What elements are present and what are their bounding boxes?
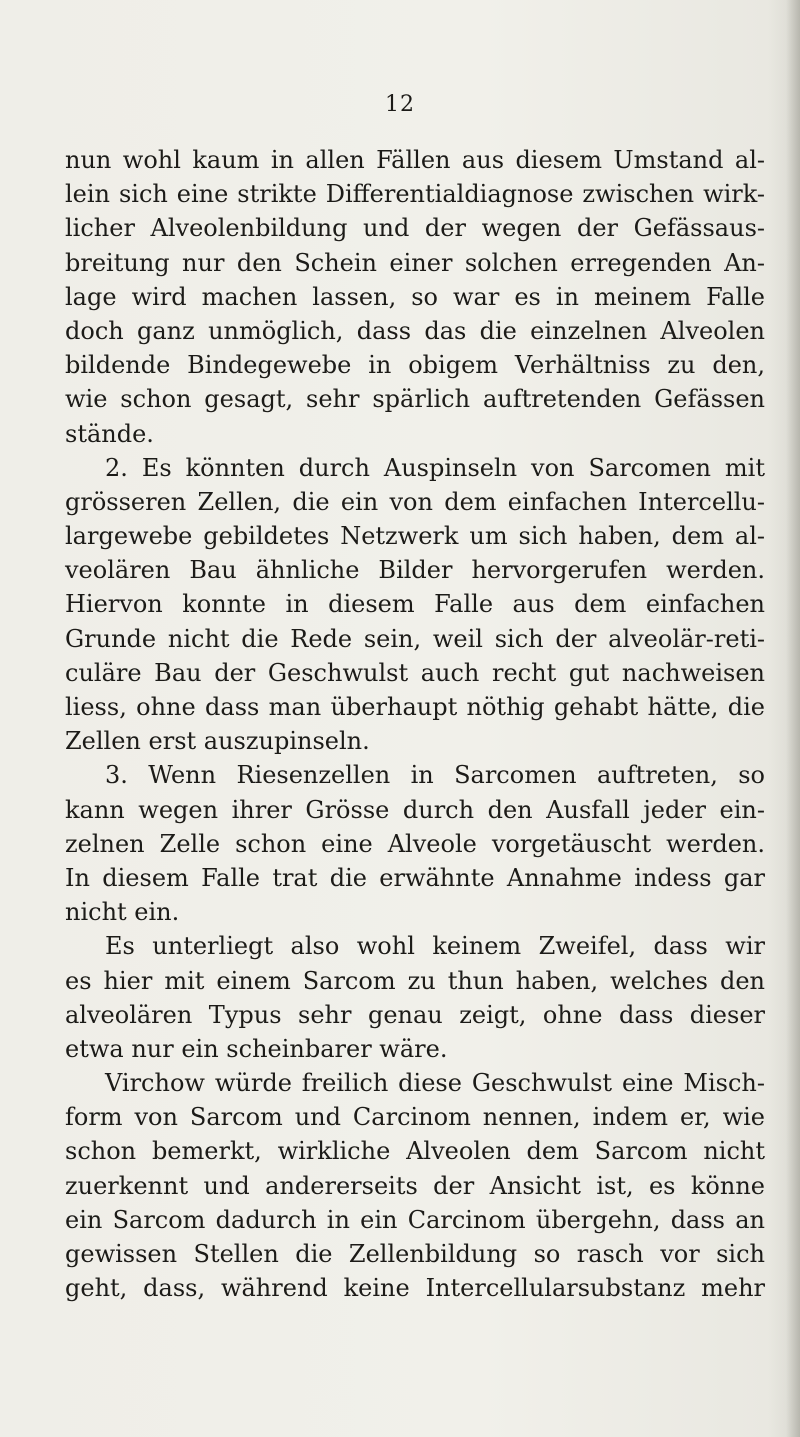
text-line: alveolären Typus sehr genau zeigt, ohne dass dieser	[65, 1000, 765, 1029]
text-line: liess, ohne dass man überhaupt nöthig gehabt hätte, die	[65, 693, 765, 721]
text-line: breitung nur den Schein einer solchen erregenden An-	[65, 248, 765, 277]
text-line: form von Sarcom und Carcinom nennen, indem er, wie	[65, 1103, 765, 1132]
text-line: lein sich eine strikte Differentialdiagnose zwischen wirk-	[65, 180, 765, 209]
text-line: largewebe gebildetes Netzwerk um sich haben, dem al-	[65, 522, 765, 551]
text-line: Es unterliegt also wohl keinem Zweifel, dass wir	[105, 932, 765, 961]
text-line: zuerkennt und andererseits der Ansicht ist, es könne	[65, 1171, 765, 1200]
text-line: kann wegen ihrer Grösse durch den Ausfall jeder ein-	[65, 795, 765, 824]
text-line: ein Sarcom dadurch in ein Carcinom übergehn, dass an	[65, 1205, 765, 1234]
text-line: bildende Bindegewebe in obigem Verhältniss zu den,	[65, 351, 765, 380]
text-line: es hier mit einem Sarcom zu thun haben, welches den	[65, 966, 765, 995]
page-edge-shadow	[786, 0, 800, 1437]
page-number: 12	[385, 92, 415, 117]
text-line: nicht ein.	[65, 898, 180, 927]
text-line: wie schon gesagt, sehr spärlich auftretenden Gefässen	[65, 385, 765, 414]
text-line: grösseren Zellen, die ein von dem einfachen Intercellu-	[65, 487, 765, 516]
text-line: Grunde nicht die Rede sein, weil sich der alveolär-reti-	[65, 624, 765, 653]
text-line: lage wird machen lassen, so war es in meinem Falle	[65, 282, 765, 311]
text-line: veolären Bau ähnliche Bilder hervorgerufen werden.	[65, 556, 765, 585]
text-line: nun wohl kaum in allen Fällen aus diesem Umstand al-	[65, 146, 765, 174]
text-line: etwa nur ein scheinbarer wäre.	[65, 1034, 448, 1063]
text-line: Zellen erst auszupinseln.	[65, 727, 370, 756]
text-line: 3. Wenn Riesenzellen in Sarcomen auftreten, so	[105, 761, 765, 790]
text-line: Virchow würde freilich diese Geschwulst eine Misch-	[105, 1069, 765, 1098]
text-line: gewissen Stellen die Zellenbildung so rasch vor sich	[65, 1240, 765, 1268]
text-line: schon bemerkt, wirkliche Alveolen dem Sarcom nicht	[65, 1137, 765, 1166]
text-line: In diesem Falle trat die erwähnte Annahme indess gar	[65, 863, 765, 892]
text-line: Hiervon konnte in diesem Falle aus dem einfachen	[65, 590, 765, 619]
text-line: geht, dass, während keine Intercellularsubstanz mehr	[65, 1274, 765, 1303]
text-line: culäre Bau der Geschwulst auch recht gut nachweisen	[65, 658, 765, 687]
text-line: doch ganz unmöglich, dass das die einzelnen Alveolen	[65, 316, 765, 345]
body-text	[65, 143, 765, 1305]
text-line: licher Alveolenbildung und der wegen der Gefässaus-	[65, 214, 765, 243]
text-line: stände.	[65, 419, 154, 448]
text-line: zelnen Zelle schon eine Alveole vorgetäuscht werden.	[65, 829, 765, 858]
text-line: 2. Es könnten durch Auspinseln von Sarcomen mit	[105, 453, 765, 482]
